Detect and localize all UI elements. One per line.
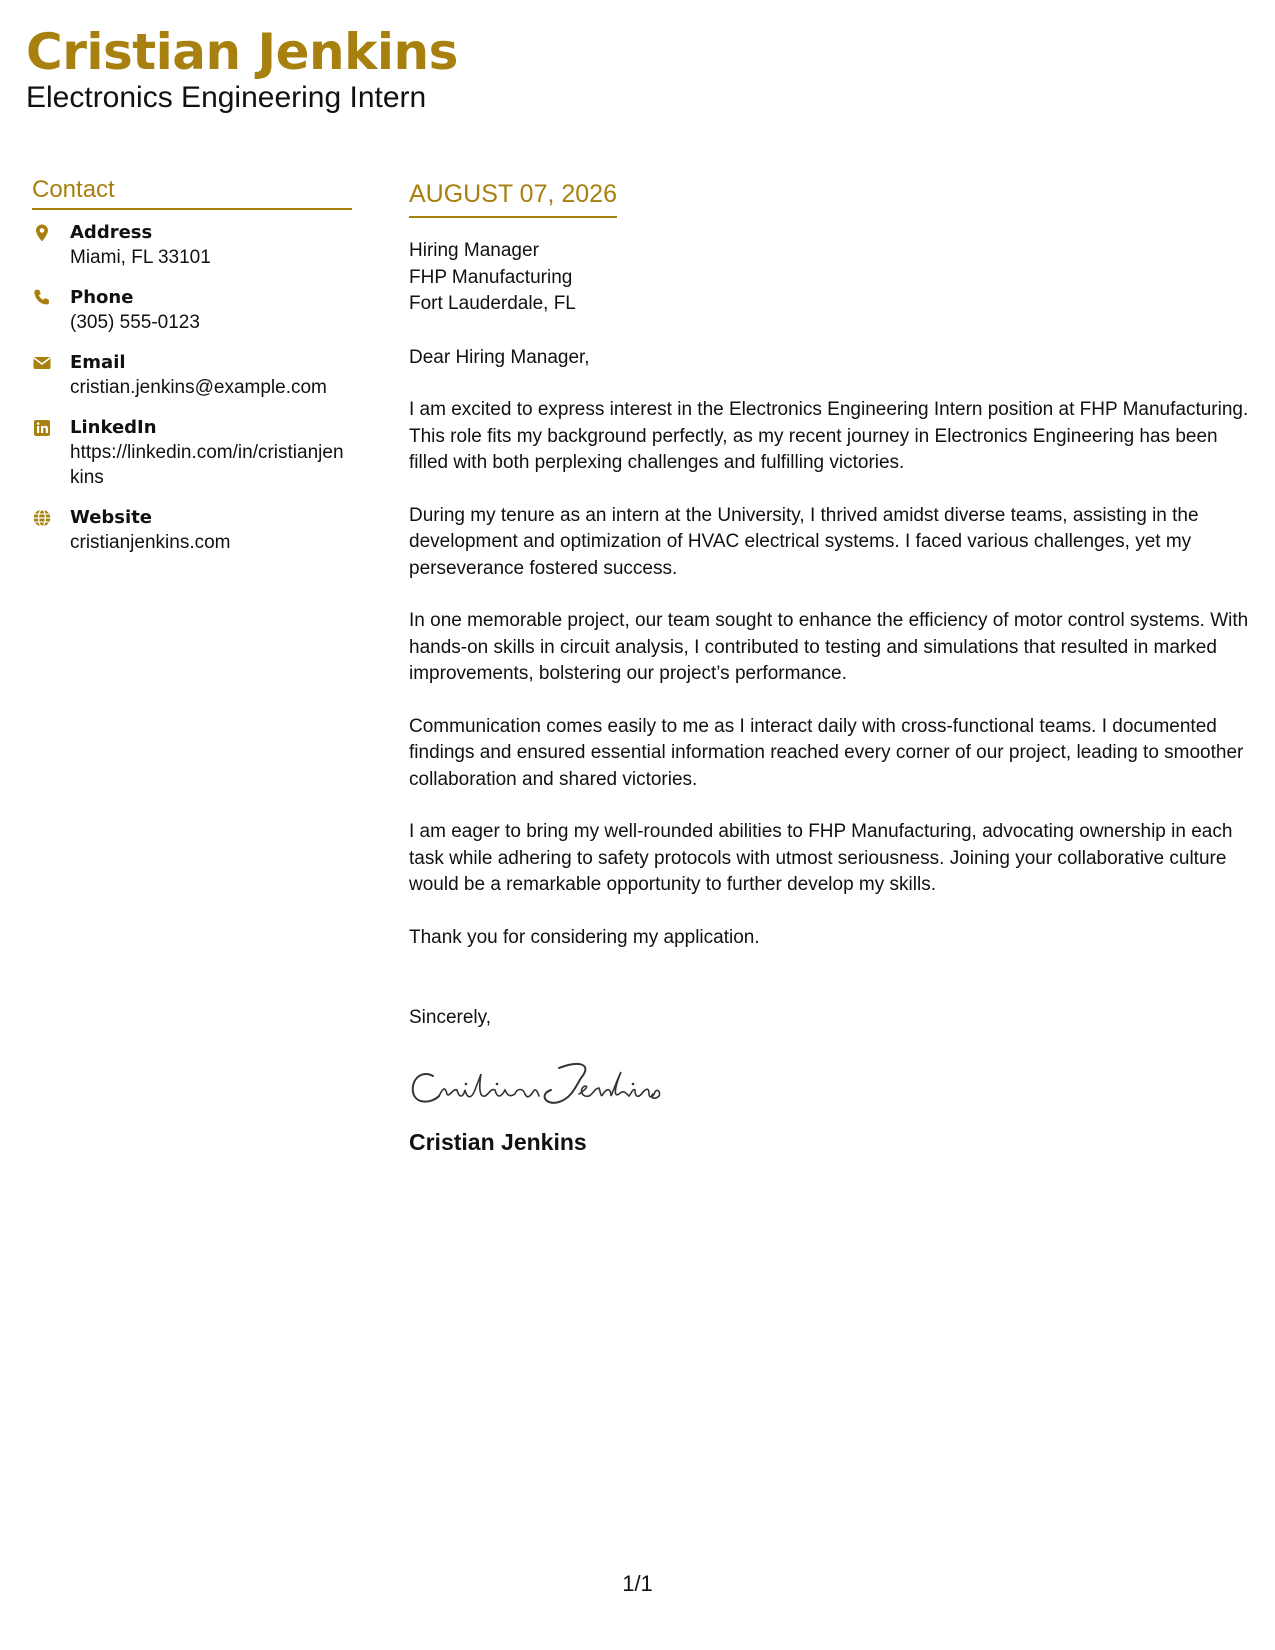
map-pin-icon — [32, 220, 70, 270]
paragraph: Communication comes easily to me as I interact daily with cross-functional teams. I documented findings and ensured essential information reached every corner of our project, leading to smoother collaboration and shared victories. — [409, 715, 1244, 790]
globe-icon — [32, 505, 70, 555]
contact-value-address: Miami, FL 33101 — [70, 247, 211, 268]
recipient-line: Fort Lauderdale, FL — [409, 293, 576, 314]
paragraph: In one memorable project, our team sought to enhance the efficiency of motor control systems. With hands-on skills in circuit analysis, I contributed to testing and simulations that resulted in marked improvements, bolstering our project’s performance. — [409, 610, 1249, 684]
linkedin-icon — [32, 415, 70, 490]
paragraph: I am excited to express interest in the Electronics Engineering Intern position at FHP Manufacturing. This role fits my background perfectly, as my recent journey in Electronics Engineering has been filled with both perplexing challenges and fulfilling victories. — [409, 399, 1249, 473]
contact-label-address: Address — [70, 222, 153, 243]
recipient-line: FHP Manufacturing — [409, 266, 573, 288]
contact-value-website[interactable]: cristianjenkins.com — [70, 532, 231, 553]
recipient-block — [409, 238, 1257, 318]
contact-label-email: Email — [70, 352, 126, 373]
handwritten-signature — [409, 1054, 1257, 1114]
contact-value-email[interactable]: cristian.jenkins@example.com — [70, 377, 327, 398]
letter-body — [409, 178, 1257, 1156]
contact-value-phone: (305) 555-0123 — [70, 312, 200, 333]
envelope-icon — [32, 350, 70, 400]
contact-item-address — [32, 220, 352, 270]
contact-label-website: Website — [70, 507, 153, 528]
contact-label-phone: Phone — [70, 287, 134, 308]
contact-value-linkedin[interactable]: https://linkedin.com/in/cristianjenkins — [70, 442, 344, 488]
contact-item-phone — [32, 285, 352, 335]
phone-icon — [32, 285, 70, 335]
paragraph: Thank you for considering my application. — [409, 926, 760, 948]
paragraph: During my tenure as an intern at the University, I thrived amidst diverse teams, assisting in the development and optimization of HVAC electrical systems. I faced various challenges, yet my perseverance fostered success. — [409, 504, 1199, 579]
contact-heading: Contact — [32, 176, 352, 210]
paragraph: I am eager to bring my well-rounded abilities to FHP Manufacturing, advocating ownership in each task while adhering to safety protocols with utmost seriousness. Joining your collaborative culture would be a remarkable opportunity to further develop my skills. — [409, 821, 1233, 895]
contact-item-email — [32, 350, 352, 400]
applicant-name: Cristian Jenkins — [26, 23, 458, 81]
contact-item-linkedin — [32, 415, 352, 490]
job-title: Electronics Engineering Intern — [26, 81, 427, 114]
recipient-line: Hiring Manager — [409, 240, 539, 261]
contact-sidebar — [32, 176, 352, 570]
closing: Sincerely, — [409, 1007, 492, 1028]
letter-header — [26, 22, 458, 116]
salutation: Dear Hiring Manager, — [409, 346, 590, 368]
page-number: 1/1 — [622, 1571, 653, 1596]
signoff-name: Cristian Jenkins — [409, 1128, 587, 1155]
contact-item-website — [32, 505, 352, 555]
letter-date: AUGUST 07, 2026 — [409, 178, 617, 218]
contact-label-linkedin: LinkedIn — [70, 417, 157, 438]
